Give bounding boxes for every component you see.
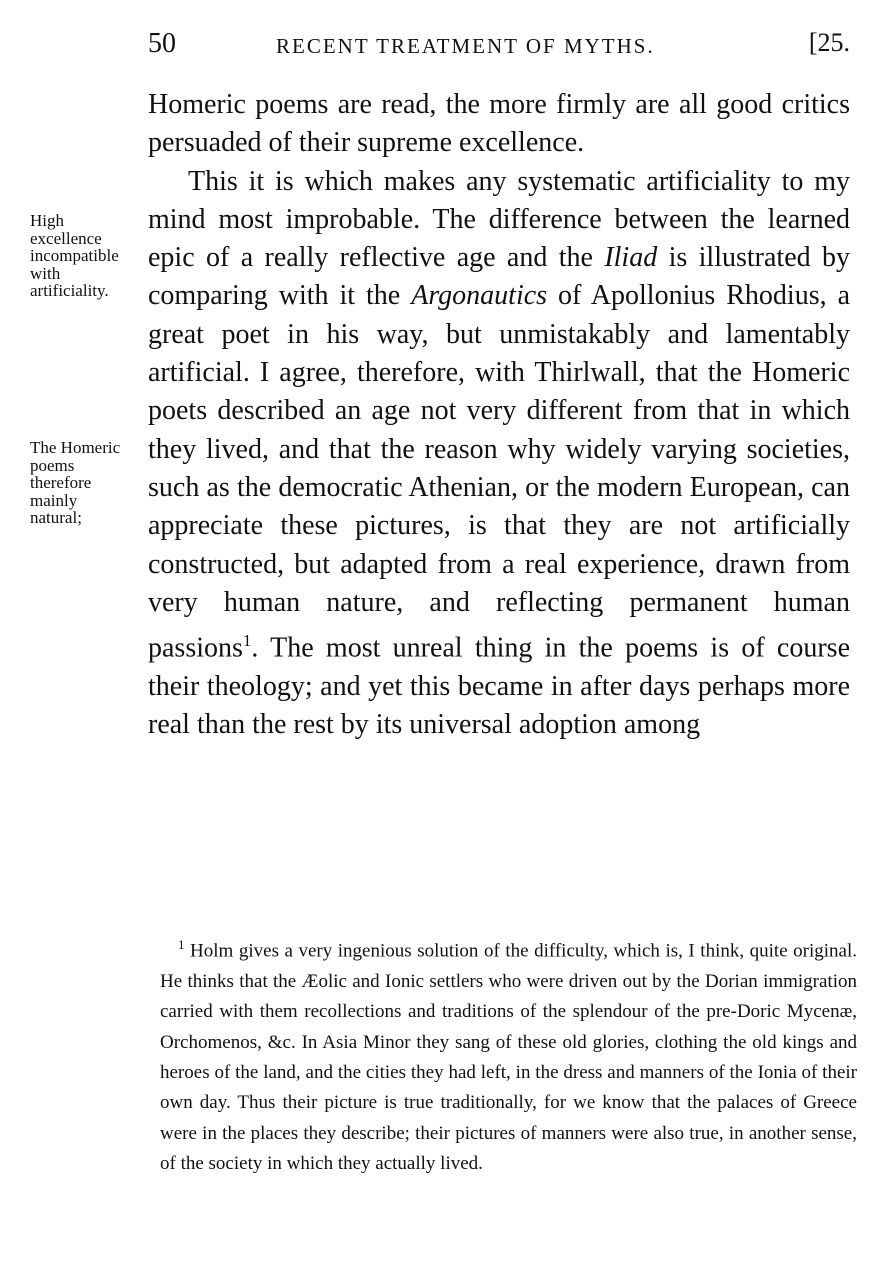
footnote-paragraph <box>160 930 857 1180</box>
paragraph-main-part3: of Apollonius Rhodius, a great poet in his way, but unmistakably and lamentably artificial. I agree, therefore, with Thirlwall, that the Homeric poets described an age not very different from that in which they lived, and that the reason why widely varying societies, such as the democratic Athenian, or the modern European, can appreciate these pictures, is that they are not artificially constructed, but adapted from a real experience, drawn from very human nature, and reflecting permanent human passions <box>148 280 850 664</box>
paragraph-main-part4: . The most unreal thing in the poems is of course their theology; and yet this became in after days perhaps more real than the rest by its universal adoption among <box>148 632 850 741</box>
body-text <box>148 86 850 744</box>
sidenote-natural: The Homeric poems therefore mainly natural; <box>30 438 121 527</box>
paragraph-continuation: Homeric poems are read, the more firmly are all good critics persuaded of their supreme excellence. <box>148 89 850 159</box>
page-header <box>148 28 860 62</box>
iliad-title: Iliad <box>604 242 658 274</box>
section-mark: [25. <box>808 28 850 57</box>
running-title: RECENT TREATMENT OF MYTHS. <box>276 34 655 58</box>
argonautics-title: Argonautics <box>411 280 548 312</box>
paragraph-main <box>148 163 850 745</box>
page-number: 50 <box>148 28 176 59</box>
paragraph-main-part2: is illustrated by comparing with it the <box>148 242 850 312</box>
footnote-text: Holm gives a very ingenious solution of the difficulty, which is, I think, quite original. He thinks that the Æolic and Ionic settlers who were driven out by the Dorian immigration carried with them recollections and traditions of the splendour of the pre-Doric Mycenæ, Orchomenos, &c. In Asia Minor they sang of these old glories, clothing the old kings and heroes of the land, and the cities they had left, in the dress and manners of the Ionia of their own day. Thus their picture is true traditionally, for we know that the palaces of Greece were in the places they describe; their pictures of manners were also true, in another sense, of the society in which they actually lived. <box>160 940 858 1175</box>
footnote <box>160 930 857 1180</box>
footnote-marker: 1 <box>178 937 185 952</box>
footnote-reference: 1 <box>242 631 252 651</box>
paragraph-main-part1: This it is which makes any systematic artificiality to my mind most improbable. The difference between the learned epic of a really reflective age and the <box>148 165 850 274</box>
sidenote-artificiality: High excellence incompatible with artificiality. <box>30 211 119 300</box>
